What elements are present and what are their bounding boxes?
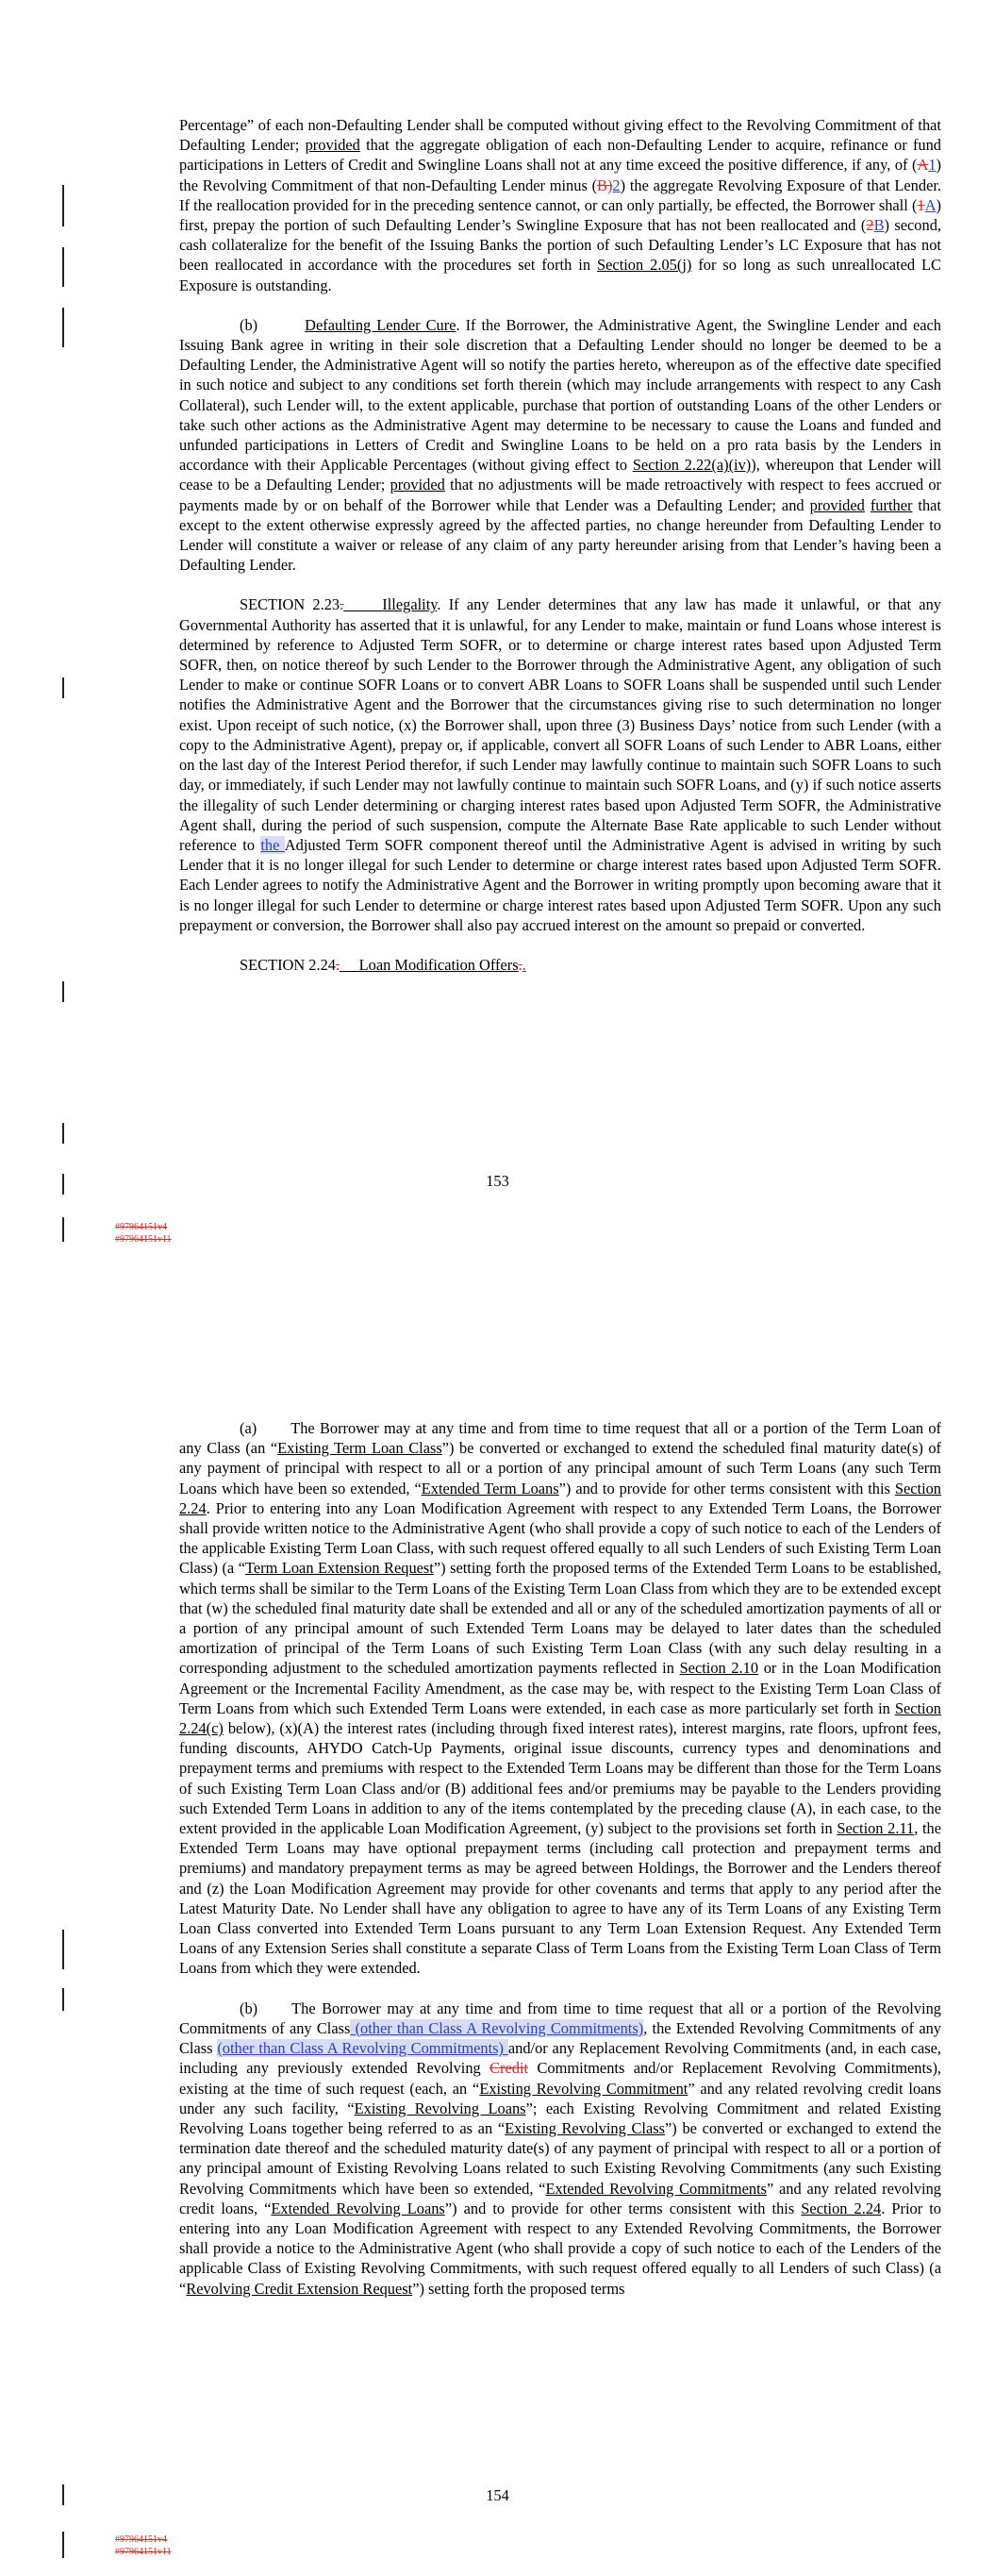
document-page-154 [0,1288,995,2576]
change-bar [62,2532,64,2558]
page-body [179,1418,941,2299]
paragraph-extended-revolving-commitments: (b) The Borrower may at any time and from time to time request that all or a portion of the Revolving Commitments of any Class (other than Class A Revolving Commitments), the Extended Revolving Commitments of any Class (other than Class A Revolving Commitments) and/or any Replacement Revolving Commitments (and, in each case, including any previously extended Revolving Credit Commitments and/or Replacement Revolving Commitments), existing at the time of such request (each, an “Existing Revolving Commitment” and any related revolving credit loans under any such facility, “Existing Revolving Loans”; each Existing Revolving Commitment and related Existing Revolving Loans together being referred to as an “Existing Revolving Class”) be converted or exchanged to extend the termination date thereof and the scheduled maturity date(s) of any payment of principal with respect to all or a portion of any principal amount of Existing Revolving Loans related to such Existing Revolving Commitments (any such Existing Revolving Commitments which have been so extended, “Extended Revolving Commitments” and any related revolving credit loans, “Extended Revolving Loans”) and to provide for other terms consistent with this Section 2.24. Prior to entering into any Loan Modification Agreement with respect to any Extended Revolving Commitments, the Borrower shall provide a notice to the Administrative Agent (who shall provide a copy of such notice to each of the Lenders of the applicable Class of Existing Revolving Commitments, with such request offered equally to all Lenders of such Class) (a “Revolving Credit Extension Request”) setting forth the proposed terms [179,1999,942,2298]
page-number: 153 [486,1172,509,1190]
paragraph-defaulting-lender-cure: (b) Defaulting Lender Cure. If the Borrower, the Administrative Agent, the Swingline Lender and each Issuing Bank agree in writing in their sole discretion that a Defaulting Lender should no longer be deemed to be a Defaulting Lender, the Administrative Agent will so notify the parties hereto, whereupon as of the effective date specified in such notice and subject to any conditions set forth therein (which may include arrangements with respect to any Cash Collateral), such Lender will, to the extent applicable, purchase that portion of outstanding Loans of the other Lenders or take such other actions as the Administrative Agent may determine to be necessary to cause the Loans and funded and unfunded participations in Letters of Credit and Swingline Loans to be held on a pro rata basis by the Lenders in accordance with their Applicable Percentages (without giving effect to Section 2.22(a)(iv)), whereupon that Lender will cease to be a Defaulting Lender; provided that no adjustments will be made retroactively with respect to fees accrued or payments made by or on behalf of the Borrower while that Lender was a Defaulting Lender; and provided further that except to the extent otherwise expressly agreed by the affected parties, no change hereunder from Defaulting Lender to Lender will constitute a waiver or release of any claim of any party hereunder arising from that Lender’s having been a Defaulting Lender. [179,315,942,575]
section-2-23-illegality: SECTION 2.23. Illegality. If any Lender determines that any law has made it unlawful, or that any Governmental Authority has asserted that it is unlawful, for any Lender to make, maintain or fund Loans whose interest is determined by reference to Adjusted Term SOFR, or to determine or charge interest rates based upon Adjusted Term SOFR, then, on notice thereof by such Lender to the Borrower through the Administrative Agent, any obligation of such Lender to make or continue SOFR Loans or to convert ABR Loans to SOFR Loans shall be suspended until such Lender notifies the Administrative Agent and the Borrower that the circumstances giving rise to such determination no longer exist. Upon receipt of such notice, (x) the Borrower shall, upon three (3) Business Days’ notice from such Lender (with a copy to the Administrative Agent), prepay or, if applicable, convert all SOFR Loans of such Lender to ABR Loans, either on the last day of the Interest Period therefor, if such Lender may lawfully continue to maintain such SOFR Loans to such day, or immediately, if such Lender may not lawfully continue to maintain such SOFR Loans, and (y) if such notice asserts the illegality of such Lender determining or charging interest rates based upon Adjusted Term SOFR, the Administrative Agent shall, during the period of such suspension, compute the Alternate Base Rate applicable to such Lender without reference to the Adjusted Term SOFR component thereof until the Administrative Agent is advised in writing by such Lender that it is no longer illegal for such Lender to determine or charge interest rates based upon Adjusted Term SOFR. Each Lender agrees to notify the Administrative Agent and the Borrower in writing promptly upon becoming aware that it is no longer illegal for such Lender to determine or charge interest rates based upon Adjusted Term SOFR. Upon any such prepayment or conversion, the Borrower shall also pay accrued interest on the amount so prepaid or converted. [179,595,942,934]
document-id: #97964151v4 [115,1222,167,1232]
page-body [179,115,941,975]
change-bar [62,247,64,287]
change-bar [62,1930,64,1969]
change-bar [62,981,64,1002]
page-number: 154 [486,2486,509,2504]
change-bar [62,1988,64,2011]
change-bar [62,1217,64,1242]
document-id-footer [115,1221,172,1246]
paragraph-extended-term-loans: (a) The Borrower may at any time and from time to time request that all or a portion of the Term Loan of any Class (an “Existing Term Loan Class”) be converted or exchanged to extend the scheduled final maturity date(s) of any payment of principal with respect to all or a portion of any principal amount of such Term Loans (any such Term Loans which have been so extended, “Extended Term Loans”) and to provide for other terms consistent with this Section 2.24. Prior to entering into any Loan Modification Agreement with respect to any Extended Term Loans, the Borrower shall provide written notice to the Administrative Agent (who shall provide a copy of such notice to each of the Lenders of the applicable Existing Term Loan Class, with such request offered equally to all such Lenders of such Existing Term Loan Class) (a “Term Loan Extension Request”) setting forth the proposed terms of the Extended Term Loans to be established, which terms shall be similar to the Term Loans of the Existing Term Loan Class from which they are to be extended except that (w) the scheduled final maturity date shall be extended and all or any of the scheduled amortization payments of all or a portion of any principal amount of such Extended Term Loans may be delayed to later dates than the scheduled amortization of principal of the Term Loans of such Existing Term Loan Class (with any such delay resulting in a corresponding adjustment to the scheduled amortization payments reflected in Section 2.10 or in the Loan Modification Agreement or the Incremental Facility Amendment, as the case may be, with respect to the Existing Term Loan Class of Term Loans from which such Extended Term Loans were extended, in each case as more particularly set forth in Section 2.24(c) below), (x)(A) the interest rates (including through fixed interest rates), interest margins, rate floors, upfront fees, funding discounts, AHYDO Catch-Up Payments, original issue discounts, currency types and denominations and prepayment terms and premiums with respect to the Extended Term Loans may be different than those for the Term Loans of such Existing Term Loan Class and/or (B) additional fees and/or premiums may be payable to the Lenders providing such Extended Term Loans in addition to any of the items contemplated by the preceding clause (A), in each case, to the extent provided in the applicable Loan Modification Agreement, (y) subject to the provisions set forth in Section 2.11, the Extended Term Loans may have optional prepayment terms (including call protection and prepayment terms and premiums) and mandatory prepayment terms as may be agreed between Holdings, the Borrower and the Lenders thereof and (z) the Loan Modification Agreement may provide for other covenants and terms that apply to any period after the Latest Maturity Date. No Lender shall have any obligation to agree to have any of its Term Loans of any Existing Term Loan Class converted into Extended Term Loans pursuant to any Term Loan Extension Request. Any Extended Term Loans of any Extension Series shall constitute a separate Class of Term Loans from the Existing Term Loan Class of Term Loans from which they were extended. [179,1419,942,1978]
change-bar [62,1123,64,1144]
change-bar [62,677,64,698]
change-bar [62,308,64,347]
change-bar [62,185,64,226]
paragraph-continuation: Percentage” of each non-Defaulting Lender shall be computed without giving effect to the Revolving Commitment of that Defaulting Lender; provided that the aggregate obligation of each non-Defaulting Lender to acquire, refinance or fund participations in Letters of Credit and Swingline Loans shall not at any time exceed the positive difference, if any, of (A1) the Revolving Commitment of that non-Defaulting Lender minus (B)2) the aggregate Revolving Exposure of that Lender. If the reallocation provided for in the preceding sentence cannot, or can only partially, be effected, the Borrower shall (1A) first, prepay the portion of such Defaulting Lender’s Swingline Exposure that has not been reallocated and (2B) second, cash collateralize for the benefit of the Issuing Banks the portion of such Defaulting Lender’s LC Exposure that has not been reallocated in accordance with the procedures set forth in Section 2.05(j) for so long as such unreallocated LC Exposure is outstanding. [179,116,941,294]
document-id: #97964151v11 [115,2547,172,2557]
document-id: #97964151v4 [115,2534,167,2545]
document-id-footer [115,2534,172,2558]
section-2-24-heading: SECTION 2.24. Loan Modification Offers.. [240,955,526,974]
document-id: #97964151v11 [115,1234,172,1245]
